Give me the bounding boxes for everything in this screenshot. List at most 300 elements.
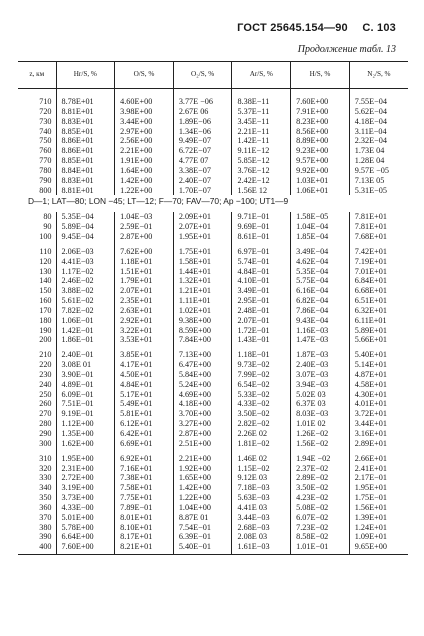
value-cell: 4.62E−04 <box>291 257 350 267</box>
value-cell: 2.89E+01 <box>349 439 408 449</box>
table-row <box>18 107 408 117</box>
column-header: O/S, % <box>115 62 174 89</box>
value-cell: 1.89E−06 <box>173 117 232 127</box>
value-cell: 2.67E 06 <box>173 107 232 117</box>
altitude-cell: 180 <box>39 315 52 325</box>
table-row <box>18 409 408 419</box>
altitude-cell: 150 <box>39 286 52 296</box>
spacer-cell <box>349 89 408 98</box>
value-cell: 4.69E+00 <box>173 390 232 400</box>
value-cell: 7.13E 05 <box>349 176 408 186</box>
value-cell: 8.21E+01 <box>115 542 174 554</box>
altitude-cell: 340 <box>39 483 52 493</box>
value-cell: 6.07E−02 <box>291 513 350 523</box>
table-row <box>18 222 408 232</box>
table-row <box>18 532 408 542</box>
altitude-cell: 200 <box>39 335 52 345</box>
value-cell: 5.40E−01 <box>173 542 232 554</box>
value-cell: 6.47E+00 <box>173 360 232 370</box>
value-cell: 1.32E+01 <box>173 276 232 286</box>
value-cell: 1.03E+01 <box>291 176 350 186</box>
value-cell: 5.08E−02 <box>291 503 350 513</box>
column-header: O₂/S, % <box>173 62 232 89</box>
value-cell: 1.81E−02 <box>232 439 291 449</box>
table-row <box>18 136 408 146</box>
value-cell: 1.51E+01 <box>115 267 174 277</box>
value-cell: 7.55E−04 <box>349 97 408 107</box>
column-header: H/S, % <box>291 62 350 89</box>
value-cell: 6.92E+01 <box>115 454 174 464</box>
altitude-cell: 100 <box>39 231 52 241</box>
altitude-cell: 90 <box>43 222 52 232</box>
value-cell: 3.73E+00 <box>56 493 115 503</box>
altitude-cell: 120 <box>39 256 52 266</box>
table-row <box>18 464 408 474</box>
column-header: Hr/S, % <box>56 62 115 89</box>
column-header: N₂/S, % <box>349 62 408 89</box>
value-cell: 8.87E 01 <box>173 513 232 523</box>
value-cell: 1.95E+01 <box>173 232 232 242</box>
altitude-cell: 770 <box>39 156 52 166</box>
value-cell: 5.66E+01 <box>349 335 408 345</box>
value-cell: 4.84E−01 <box>232 267 291 277</box>
altitude-cell: 780 <box>39 165 52 175</box>
value-cell: 1.44E+01 <box>173 267 232 277</box>
value-cell: 7.89E−01 <box>115 503 174 513</box>
value-cell: 8.83E+01 <box>56 117 115 127</box>
value-cell: 2.63E+01 <box>115 306 174 316</box>
value-cell: 8.17E+01 <box>115 532 174 542</box>
value-cell: 7.99E−02 <box>232 370 291 380</box>
value-cell: 2.95E−01 <box>232 296 291 306</box>
altitude-cell: 390 <box>39 532 52 542</box>
value-cell: 3.27E+00 <box>173 419 232 429</box>
value-cell: 6.72E−07 <box>173 146 232 156</box>
value-cell: 1.56E 12 <box>232 186 291 196</box>
value-cell: 9.92E+00 <box>291 166 350 176</box>
value-cell: 9.11E−12 <box>232 146 291 156</box>
altitude-cell: 720 <box>39 106 52 116</box>
value-cell: 1.65E+00 <box>173 473 232 483</box>
value-cell: 1.58E+01 <box>173 257 232 267</box>
value-cell: 2.40E−07 <box>173 176 232 186</box>
value-cell: 2.07E−01 <box>232 316 291 326</box>
value-cell: 6.32E+01 <box>349 306 408 316</box>
page-header <box>237 22 396 34</box>
value-cell: 1.35E+00 <box>56 429 115 439</box>
table-row <box>18 429 408 439</box>
value-cell: 5.17E+01 <box>115 390 174 400</box>
value-cell: 3.76E−12 <box>232 166 291 176</box>
value-cell: 2.26E 02 <box>232 429 291 439</box>
table-body <box>18 89 408 555</box>
value-cell: 8.86E+01 <box>56 146 115 156</box>
value-cell: 2.56E+00 <box>115 136 174 146</box>
value-cell: 6.09E−01 <box>56 390 115 400</box>
value-cell: 3.72E+01 <box>349 409 408 419</box>
value-cell: 3.70E+00 <box>173 409 232 419</box>
value-cell: 5.89E−04 <box>56 222 115 232</box>
table-row <box>18 360 408 370</box>
value-cell: 1.34E−06 <box>173 127 232 137</box>
value-cell: 5.24E+00 <box>173 380 232 390</box>
value-cell: 5.31E−05 <box>349 186 408 196</box>
value-cell: 2.32E−04 <box>349 136 408 146</box>
value-cell: 6.12E+01 <box>115 419 174 429</box>
table-row <box>18 390 408 400</box>
value-cell: 9.71E−01 <box>232 212 291 222</box>
value-cell: 6.69E+01 <box>115 439 174 449</box>
value-cell: 6.11E+01 <box>349 316 408 326</box>
value-cell: 2.68E−03 <box>232 523 291 533</box>
value-cell: 2.42E−12 <box>232 176 291 186</box>
value-cell: 1.15E−02 <box>232 464 291 474</box>
value-cell: 6.42E+01 <box>115 429 174 439</box>
value-cell: 4.87E+01 <box>349 370 408 380</box>
value-cell: 5.49E+01 <box>115 399 174 409</box>
value-cell: 7.91E+00 <box>291 107 350 117</box>
table-row <box>18 326 408 336</box>
value-cell: 1.04E−03 <box>115 212 174 222</box>
value-cell: 1.26E−02 <box>291 429 350 439</box>
value-cell: 1.39E+01 <box>349 513 408 523</box>
value-cell: 1.62E+00 <box>56 439 115 449</box>
value-cell: 2.37E−02 <box>291 464 350 474</box>
value-cell: 3.90E−01 <box>56 370 115 380</box>
value-cell: 7.16E+01 <box>115 464 174 474</box>
value-cell: 6.37E 03 <box>291 399 350 409</box>
value-cell: 8.59E+00 <box>173 326 232 336</box>
value-cell: 4.77E 07 <box>173 156 232 166</box>
value-cell: 2.08E 03 <box>232 532 291 542</box>
value-cell: 7.60E+00 <box>56 542 115 554</box>
value-cell: 1.01E−01 <box>291 542 350 554</box>
value-cell: 6.39E−01 <box>173 532 232 542</box>
value-cell: 9.38E+00 <box>173 316 232 326</box>
value-cell: 1.72E−01 <box>232 326 291 336</box>
table-row <box>18 306 408 316</box>
value-cell: 3.50E−02 <box>232 409 291 419</box>
value-cell: 1.43E−01 <box>232 335 291 345</box>
value-cell: 8.89E+00 <box>291 136 350 146</box>
altitude-cell: 270 <box>39 409 52 419</box>
value-cell: 5.02E 03 <box>291 390 350 400</box>
value-cell: 2.09E+01 <box>173 212 232 222</box>
spacer-cell <box>56 89 115 98</box>
value-cell: 4.58E+01 <box>349 380 408 390</box>
value-cell: 2.17E−01 <box>349 473 408 483</box>
value-cell: 3.11E−04 <box>349 127 408 137</box>
altitude-cell: 220 <box>39 360 52 370</box>
table-row <box>18 523 408 533</box>
table-row <box>18 473 408 483</box>
altitude-cell: 130 <box>39 266 52 276</box>
table-row <box>18 232 408 242</box>
value-cell: 1.73E 04 <box>349 146 408 156</box>
value-cell: 1.46E 02 <box>232 454 291 464</box>
value-cell: 1.04E−04 <box>291 222 350 232</box>
altitude-cell: 730 <box>39 116 52 126</box>
value-cell: 6.97E−01 <box>232 247 291 257</box>
altitude-cell: 80 <box>43 212 52 222</box>
value-cell: 8.85E+01 <box>56 127 115 137</box>
value-cell: 7.54E−01 <box>173 523 232 533</box>
value-cell: 5.89E+01 <box>349 326 408 336</box>
value-cell: 1.06E−01 <box>56 316 115 326</box>
value-cell: 1.85E−04 <box>291 232 350 242</box>
value-cell: 7.86E−04 <box>291 306 350 316</box>
value-cell: 1.11E+01 <box>173 296 232 306</box>
value-cell: 7.01E+01 <box>349 267 408 277</box>
value-cell: 2.31E+00 <box>56 464 115 474</box>
value-cell: 8.01E+01 <box>115 513 174 523</box>
value-cell: 1.86E−01 <box>56 335 115 345</box>
table-row <box>18 316 408 326</box>
value-cell: 7.81E+01 <box>349 212 408 222</box>
value-cell: 3.44E+00 <box>115 117 174 127</box>
value-cell: 8.56E+00 <box>291 127 350 137</box>
value-cell: 2.40E−03 <box>291 360 350 370</box>
table-row <box>18 156 408 166</box>
value-cell: 3.08E 01 <box>56 360 115 370</box>
value-cell: 8.61E−01 <box>232 232 291 242</box>
value-cell: 9.49E−07 <box>173 136 232 146</box>
value-cell: 3.49E−01 <box>232 286 291 296</box>
value-cell: 4.60E+00 <box>115 97 174 107</box>
value-cell: 9.19E−01 <box>56 409 115 419</box>
value-cell: 7.82E−02 <box>56 306 115 316</box>
table-row <box>18 483 408 493</box>
value-cell: 1.01E 02 <box>291 419 350 429</box>
page-letter: С. <box>362 22 374 34</box>
value-cell: 2.82E−02 <box>232 419 291 429</box>
value-cell: 3.53E+01 <box>115 335 174 345</box>
table-row <box>18 350 408 360</box>
value-cell: 6.68E+01 <box>349 286 408 296</box>
spacer-cell <box>18 89 56 98</box>
altitude-cell: 110 <box>39 246 52 256</box>
column-header: z, км <box>18 62 56 89</box>
value-cell: 6.64E+00 <box>56 532 115 542</box>
value-cell: 4.10E−01 <box>232 276 291 286</box>
value-cell: 5.63E−03 <box>232 493 291 503</box>
table-row <box>18 335 408 345</box>
value-cell: 7.23E−02 <box>291 523 350 533</box>
value-cell: 5.33E−02 <box>232 390 291 400</box>
value-cell: 3.22E+01 <box>115 326 174 336</box>
value-cell: 1.47E−03 <box>291 335 350 345</box>
value-cell: 8.03E−03 <box>291 409 350 419</box>
value-cell: 1.02E+01 <box>173 306 232 316</box>
value-cell: 9.12E 03 <box>232 473 291 483</box>
table-row <box>18 542 408 554</box>
value-cell: 5.81E+01 <box>115 409 174 419</box>
altitude-cell: 260 <box>39 399 52 409</box>
value-cell: 7.68E+01 <box>349 232 408 242</box>
value-cell: 1.87E−03 <box>291 350 350 360</box>
value-cell: 1.42E−01 <box>56 326 115 336</box>
value-cell: 7.60E+00 <box>291 97 350 107</box>
value-cell: 1.95E+00 <box>56 454 115 464</box>
value-cell: 2.48E−01 <box>232 306 291 316</box>
value-cell: 3.85E+01 <box>115 350 174 360</box>
value-cell: 9.57E+00 <box>291 156 350 166</box>
value-cell: 4.89E−01 <box>56 380 115 390</box>
value-cell: 1.42E−11 <box>232 136 291 146</box>
value-cell: 3.50E−02 <box>291 483 350 493</box>
conditions-row <box>18 195 408 212</box>
value-cell: 8.81E+01 <box>56 107 115 117</box>
value-cell: 5.62E−04 <box>349 107 408 117</box>
value-cell: 9.45E−04 <box>56 232 115 242</box>
value-cell: 4.17E+01 <box>115 360 174 370</box>
table-row <box>18 186 408 196</box>
altitude-cell: 710 <box>39 97 52 106</box>
value-cell: 1.91E+00 <box>115 156 174 166</box>
table-row <box>18 286 408 296</box>
value-cell: 2.21E−11 <box>232 127 291 137</box>
value-cell: 4.33E−02 <box>232 399 291 409</box>
value-cell: 1.04E+00 <box>173 503 232 513</box>
spacer-cell <box>173 89 232 98</box>
value-cell: 2.40E−01 <box>56 350 115 360</box>
value-cell: 1.95E+01 <box>349 483 408 493</box>
table-row <box>18 127 408 137</box>
value-cell: 4.50E+01 <box>115 370 174 380</box>
table-row <box>18 247 408 257</box>
table-row <box>18 399 408 409</box>
altitude-cell: 370 <box>39 512 52 522</box>
value-cell: 4.41E−03 <box>56 257 115 267</box>
altitude-cell: 790 <box>39 175 52 185</box>
value-cell: 1.75E+01 <box>173 247 232 257</box>
value-cell: 2.21E+00 <box>173 454 232 464</box>
value-cell: 5.78E+00 <box>56 523 115 533</box>
value-cell: 1.18E−01 <box>232 350 291 360</box>
value-cell: 6.54E−02 <box>232 380 291 390</box>
altitude-cell: 210 <box>39 350 52 360</box>
value-cell: 8.10E+01 <box>115 523 174 533</box>
value-cell: 8.85E+01 <box>56 156 115 166</box>
value-cell: 5.61E−02 <box>56 296 115 306</box>
value-cell: 3.88E−02 <box>56 286 115 296</box>
value-cell: 1.17E−02 <box>56 267 115 277</box>
value-cell: 7.38E+01 <box>115 473 174 483</box>
value-cell: 1.22E+00 <box>173 493 232 503</box>
value-cell: 7.58E+01 <box>115 483 174 493</box>
value-cell: 8.38E−11 <box>232 97 291 107</box>
spacer-row <box>18 89 408 98</box>
altitude-cell: 750 <box>39 136 52 146</box>
value-cell: 5.37E−11 <box>232 107 291 117</box>
value-cell: 6.16E−04 <box>291 286 350 296</box>
table-row <box>18 166 408 176</box>
value-cell: 5.85E−12 <box>232 156 291 166</box>
value-cell: 1.58E−05 <box>291 212 350 222</box>
table-row <box>18 276 408 286</box>
value-cell: 1.56E+01 <box>349 503 408 513</box>
value-cell: 1.70E−07 <box>173 186 232 196</box>
table-header <box>18 62 408 89</box>
page-number: 103 <box>377 22 396 34</box>
value-cell: 2.41E+01 <box>349 464 408 474</box>
altitude-cell: 140 <box>39 276 52 286</box>
table-row <box>18 296 408 306</box>
value-cell: 6.82E−04 <box>291 296 350 306</box>
altitude-cell: 400 <box>18 542 56 554</box>
value-cell: 3.44E−03 <box>232 513 291 523</box>
value-cell: 6.84E+01 <box>349 276 408 286</box>
altitude-cell: 160 <box>39 296 52 306</box>
table-row <box>18 503 408 513</box>
value-cell: 5.74E−01 <box>232 257 291 267</box>
value-cell: 4.23E−02 <box>291 493 350 503</box>
value-cell: 9.23E+00 <box>291 146 350 156</box>
value-cell: 1.12E+00 <box>56 419 115 429</box>
value-cell: 1.64E+00 <box>115 166 174 176</box>
altitude-cell: 360 <box>39 502 52 512</box>
value-cell: 8.78E+01 <box>56 97 115 107</box>
value-cell: 9.65E+00 <box>349 542 408 554</box>
standard-code: ГОСТ 25645.154—90 <box>237 22 348 34</box>
value-cell: 1.18E+01 <box>115 257 174 267</box>
value-cell: 7.13E+00 <box>173 350 232 360</box>
table-row <box>18 267 408 277</box>
value-cell: 7.42E+01 <box>349 247 408 257</box>
value-cell: 7.19E+01 <box>349 257 408 267</box>
table-row <box>18 380 408 390</box>
altitude-cell: 170 <box>39 305 52 315</box>
value-cell: 5.35E−04 <box>291 267 350 277</box>
altitude-cell: 190 <box>39 325 52 335</box>
value-cell: 1.24E+01 <box>349 523 408 533</box>
altitude-cell: 280 <box>39 419 52 429</box>
value-cell: 9.69E−01 <box>232 222 291 232</box>
table-row <box>18 493 408 503</box>
value-cell: 1.75E−01 <box>349 493 408 503</box>
value-cell: 8.86E+01 <box>56 136 115 146</box>
value-cell: 5.75E−04 <box>291 276 350 286</box>
value-cell: 1.92E+00 <box>173 464 232 474</box>
table-row <box>18 439 408 449</box>
value-cell: 4.01E+01 <box>349 399 408 409</box>
table-row <box>18 257 408 267</box>
value-cell: 8.58E−02 <box>291 532 350 542</box>
conditions-text: D—1; LAT—80; LON −45; LT—12; F—70; FAV—70; Ap −100; UT1—9 <box>28 196 289 207</box>
value-cell: 9.57E −05 <box>349 166 408 176</box>
altitude-cell: 300 <box>39 438 52 448</box>
value-cell: 7.81E+01 <box>349 222 408 232</box>
altitude-cell: 380 <box>39 522 52 532</box>
spacer-cell <box>115 89 174 98</box>
header-row <box>18 62 408 89</box>
altitude-cell: 240 <box>39 379 52 389</box>
data-table <box>18 61 408 555</box>
value-cell: 3.77E −06 <box>173 97 232 107</box>
table-row <box>18 97 408 107</box>
value-cell: 8.81E+01 <box>56 186 115 196</box>
value-cell: 4.84E+01 <box>115 380 174 390</box>
altitude-cell: 310 <box>39 453 52 463</box>
altitude-cell: 760 <box>39 146 52 156</box>
value-cell: 7.51E−01 <box>56 399 115 409</box>
value-cell: 2.46E−02 <box>56 276 115 286</box>
table-row <box>18 146 408 156</box>
altitude-cell: 330 <box>39 473 52 483</box>
value-cell: 1.56E−02 <box>291 439 350 449</box>
table-row <box>18 419 408 429</box>
value-cell: 9.73E−02 <box>232 360 291 370</box>
